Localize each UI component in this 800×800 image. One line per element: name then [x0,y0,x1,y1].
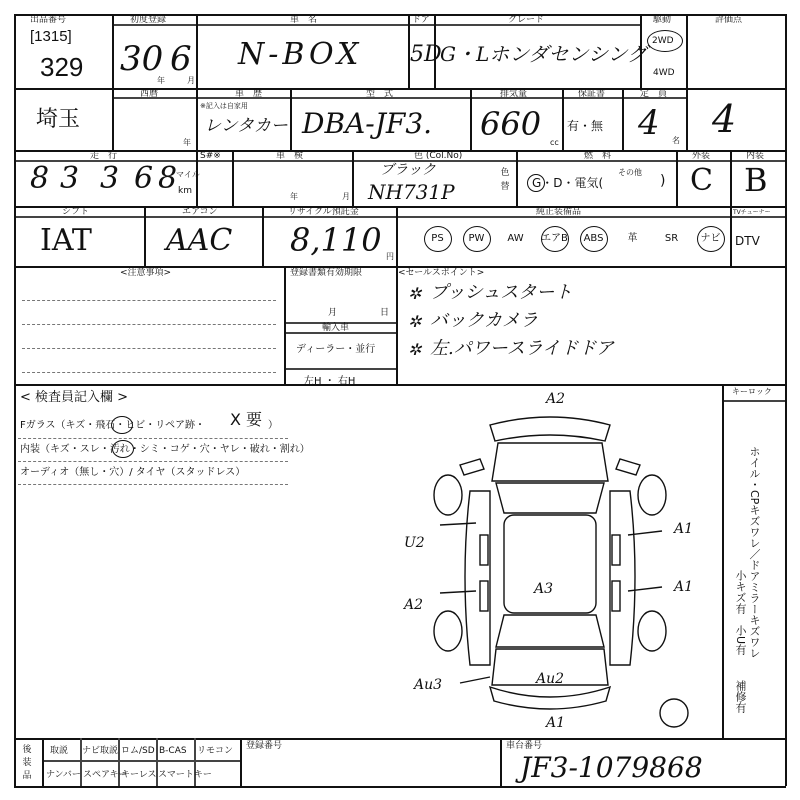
equipment-label: 革 [627,233,638,244]
model-label: 型 式 [366,89,394,99]
color-value: ブラック [380,162,436,178]
after-equip: 取説 [50,746,69,756]
equip-label: 後装品 [22,745,32,781]
car-name-label: 車 名 [290,15,318,25]
note-line [22,324,276,325]
capacity-label: 定 員 [640,89,668,99]
tv-value: DTV [735,234,760,248]
keylock-label: キーロック [732,387,772,396]
model-value: DBA-JF3. [302,107,433,140]
damage-mark-left-lower: A2 [404,597,424,613]
glass-close: ） [268,420,278,431]
damage-mark-rear-left: Au3 [414,677,443,693]
glass-chip-circle [111,416,133,434]
equipment-item [613,226,652,252]
first-reg-month: 6 [170,39,192,79]
damage-mark-right-upper: A1 [674,521,694,537]
year-label: 西暦 [140,89,159,99]
mileage-digit: 6 [134,161,154,196]
equipment-label: エアB [541,233,568,244]
import-label: 輸入車 [322,323,350,333]
sales-label: <セールスポイント> [398,268,485,278]
yen-unit: 円 [386,252,394,261]
ac-label: エアコン [182,207,218,217]
caution-label: <注意事項> [120,268,172,278]
equipment-item [652,226,691,252]
equipment-circle [424,226,452,252]
equipment-item [574,226,613,252]
recycle-value: 8,110 [290,221,382,259]
mileage-digit: 8 [158,161,178,196]
score-value: 4 [712,97,737,141]
equipment-label: 純正装備品 [536,207,582,217]
mileage-digit: 3 [60,161,80,196]
lot-code: [1315] [30,28,72,45]
first-reg-label: 初度登録 [130,15,167,25]
after-equip: ロム/SD [121,746,155,756]
mileage-label: 走 行 [90,151,118,161]
damage-mark-center: A3 [534,581,554,597]
inspection-month-unit: 月 [342,192,350,201]
sw-label: S#※ [200,151,221,161]
mileage-digit: 8 [30,161,50,196]
capacity-value: 4 [638,103,660,143]
after-equip: B-CAS [159,746,187,756]
year-unit: 年 [157,76,165,85]
after-equip: リモコン [197,746,234,756]
cc-unit: cc [550,138,559,147]
insp-line [18,461,288,462]
warranty-options: 有・無 [567,119,604,133]
fuel-other: その他 [618,168,642,177]
car-name: N-BOX [238,37,363,72]
first-reg-year: 30 [120,39,164,79]
chassis-number: JF3-1079868 [520,751,703,784]
capacity-unit: 名 [672,136,680,145]
damage-mark-left-upper: U2 [404,535,425,551]
fuel-label: 燃 料 [584,151,612,161]
warranty-label: 保証書 [578,89,606,99]
exterior-label: 外装 [692,151,711,161]
note-line [22,372,276,373]
reg-number-label: 登録番号 [246,741,283,751]
equipment-item [496,226,535,252]
audio-line: オーディオ（無し・穴）/ タイヤ（スタッドレス） [20,467,246,478]
equipment-label: PW [468,233,485,244]
color-change-label: 色替 [500,168,510,192]
sales-point: バックカメラ [430,310,538,331]
glass-mark: X 要 [230,410,263,429]
insp-line [18,484,288,485]
doors-value: 5D [410,42,442,67]
color-label: 色 (Col.No) [414,151,463,161]
km-unit: km [178,186,192,196]
side-note-3: 補修有 [734,680,747,713]
sales-bullet: ✲ [408,284,422,303]
damage-mark-rear-center: Au2 [536,671,565,687]
sales-point: 左.パワースライドドア [430,338,614,359]
grade-label: グレード [508,15,545,25]
equipment-label: AW [507,233,524,244]
exterior-value: C [690,163,713,198]
after-equip: ナビ取説 [82,746,119,756]
glass-line: Fガラス（キズ・飛石・ヒビ・リペア跡・ [20,420,206,431]
reg-year-unit: 年 [183,138,191,147]
equipment-circle [463,226,491,252]
drive-2wd: 2WD [652,36,674,46]
auction-number-label: 出品番号 [30,15,67,25]
damage-mark-top: A2 [546,391,566,407]
interior-label: 内装 [746,151,765,161]
dealer-value: ディーラー・並行 [296,344,376,355]
ac-value: AAC [166,223,233,258]
sales-bullet: ✲ [408,312,422,331]
chassis-label: 車台番号 [506,741,543,751]
side-note: ホイル・CPキズワレ／ドアミラーキズワレ [748,446,761,659]
equipment-item [691,226,730,252]
displacement-value: 660 [480,105,542,143]
equipment-item [535,226,574,252]
after-equip: スマートキー [158,770,212,780]
tv-label: TVチューナー [733,209,771,216]
after-equip: スペアキー [83,770,128,780]
after-equip: キーレス [121,770,157,780]
history-note: ※記入は自家用 [200,102,248,110]
note-line [22,300,276,301]
mile-unit: マイル [176,170,200,179]
displacement-label: 排気量 [500,89,528,99]
inspection-label: 車 検 [276,151,304,161]
doors-label: ドア [412,15,430,25]
equipment-row [418,226,730,256]
equipment-circle [580,226,608,252]
lot-number: 329 [40,52,84,82]
interior-stain-circle [112,440,134,458]
interior-value: B [744,161,768,199]
region: 埼玉 [36,107,81,132]
month-unit: 月 [187,76,195,85]
fuel-close: ) [660,173,666,189]
shift-value: IAT [40,223,92,258]
mileage-digit: 3 [100,161,120,196]
reg-doc-day: 日 [380,308,390,318]
sales-bullet: ✲ [408,340,422,359]
insp-line [18,438,288,439]
equipment-item [418,226,457,252]
drive-4wd: 4WD [653,68,675,78]
equipment-label: ナビ [700,233,721,244]
equipment-label: PS [431,233,444,244]
equipment-item [457,226,496,252]
damage-mark-bottom: A1 [546,715,566,731]
equipment-circle [541,226,569,252]
color-code: NH731P [368,180,455,204]
history-label: 車 歴 [235,89,263,99]
reg-doc-month: 月 [328,308,338,318]
score-label: 評価点 [715,15,743,25]
damage-mark-right-lower: A1 [674,579,694,595]
shift-label: シフト [62,207,90,217]
interior-line: 内装（キズ・スレ・汚れ・シミ・コゲ・穴・ヤレ・破れ・割れ） [20,444,310,455]
note-line [22,348,276,349]
drive-label: 駆動 [653,15,672,25]
recycle-label: リサイクル預託金 [288,207,359,217]
grade-value: G・Lホンダセンシング [440,42,648,66]
equipment-circle [697,226,725,252]
equipment-label: ABS [583,233,604,244]
inspection-title: < 検査員記入欄 > [20,390,129,405]
history-value: レンタカー [204,116,288,136]
reg-doc-label: 登録書類有効期限 [290,268,363,278]
after-equip: ナンバー [46,770,81,780]
steering-value: 左H ・ 右H [304,376,356,387]
side-note-2: 小キズ有 小U有 [734,570,747,656]
fuel-options: G・D・電気( [532,176,604,190]
inspection-year-unit: 年 [290,192,298,201]
sales-point: プッシュスタート [430,282,573,303]
equipment-label: SR [664,233,679,244]
